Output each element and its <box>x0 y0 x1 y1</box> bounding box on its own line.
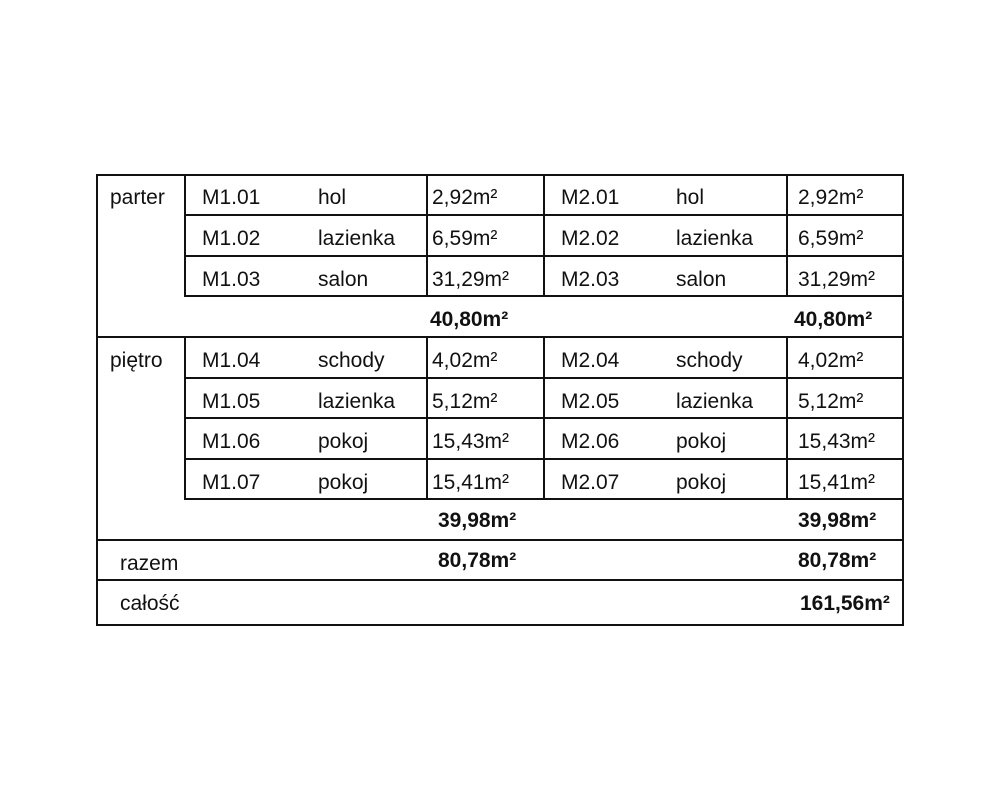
room-code: M1.01 <box>202 186 261 209</box>
column-divider <box>426 174 428 297</box>
calosc-label: całość <box>120 592 180 615</box>
razem-label: razem <box>120 552 179 575</box>
subtotal-left: 39,98m² <box>438 509 517 532</box>
room-name: pokoj <box>676 430 727 453</box>
section-divider <box>96 579 904 581</box>
room-code: M2.07 <box>561 471 620 494</box>
column-divider <box>543 336 545 500</box>
subtotal-right: 39,98m² <box>798 509 877 532</box>
room-name: lazienka <box>318 227 396 250</box>
room-area: 5,12m² <box>798 390 864 413</box>
subtotal-right: 40,80m² <box>794 308 873 331</box>
room-code: M2.06 <box>561 430 620 453</box>
room-name: lazienka <box>318 390 396 413</box>
room-area: 31,29m² <box>432 268 510 291</box>
room-name: pokoj <box>676 471 727 494</box>
room-code: M1.03 <box>202 268 261 291</box>
room-name: pokoj <box>318 430 369 453</box>
room-name: hol <box>676 186 705 209</box>
room-area: 6,59m² <box>798 227 864 250</box>
room-area: 6,59m² <box>432 227 498 250</box>
room-name: lazienka <box>676 227 754 250</box>
room-code: M1.02 <box>202 227 261 250</box>
room-name: schody <box>318 349 385 372</box>
section-divider <box>96 539 904 541</box>
column-divider <box>786 336 788 500</box>
razem-right: 80,78m² <box>798 549 877 572</box>
room-area: 15,43m² <box>432 430 510 453</box>
room-name: salon <box>676 268 727 291</box>
column-divider <box>543 174 545 297</box>
room-name: pokoj <box>318 471 369 494</box>
room-name: salon <box>318 268 369 291</box>
column-divider <box>786 174 788 297</box>
column-divider <box>184 174 186 297</box>
column-divider <box>426 336 428 500</box>
room-area: 2,92m² <box>798 186 864 209</box>
room-name: schody <box>676 349 743 372</box>
room-area: 2,92m² <box>432 186 498 209</box>
room-name: hol <box>318 186 347 209</box>
room-code: M2.01 <box>561 186 620 209</box>
room-code: M1.06 <box>202 430 261 453</box>
section-divider <box>96 336 904 338</box>
room-code: M1.04 <box>202 349 261 372</box>
room-area: 4,02m² <box>798 349 864 372</box>
room-code: M1.07 <box>202 471 261 494</box>
room-area: 15,41m² <box>432 471 510 494</box>
room-area: 15,43m² <box>798 430 876 453</box>
room-area: 4,02m² <box>432 349 498 372</box>
area-table <box>96 174 904 626</box>
floor-label-parter: parter <box>110 186 165 209</box>
room-code: M2.02 <box>561 227 620 250</box>
room-area: 15,41m² <box>798 471 876 494</box>
room-code: M2.05 <box>561 390 620 413</box>
razem-left: 80,78m² <box>438 549 517 572</box>
subtotal-left: 40,80m² <box>430 308 509 331</box>
room-code: M2.04 <box>561 349 620 372</box>
room-name: lazienka <box>676 390 754 413</box>
room-area: 5,12m² <box>432 390 498 413</box>
room-area: 31,29m² <box>798 268 876 291</box>
room-code: M1.05 <box>202 390 261 413</box>
room-code: M2.03 <box>561 268 620 291</box>
calosc-value: 161,56m² <box>800 592 890 615</box>
floor-label-pietro: piętro <box>110 349 163 372</box>
column-divider <box>184 336 186 500</box>
